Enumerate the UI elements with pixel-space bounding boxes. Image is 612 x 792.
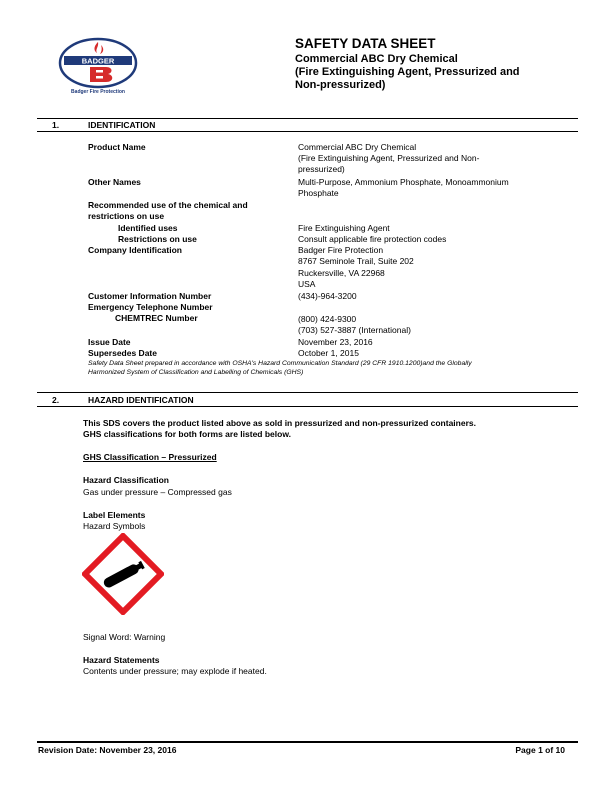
emergency-telephone-label: Emergency Telephone Number — [88, 302, 213, 312]
hazard-classification-value: Gas under pressure – Compressed gas — [83, 487, 232, 497]
identified-uses-value: Fire Extinguishing Agent — [298, 223, 390, 233]
supersedes-date-value: October 1, 2015 — [298, 348, 359, 358]
other-names-line1: Multi-Purpose, Ammonium Phosphate, Monoammonium — [298, 177, 509, 187]
sds-preparation-note-line2: Harmonized System of Classification and Labelling of Chemicals (GHS) — [88, 368, 304, 376]
section1-number: 1. — [52, 120, 60, 130]
chemtrec-label: CHEMTREC Number — [115, 313, 198, 323]
hazard-statements-heading: Hazard Statements — [83, 655, 160, 665]
signal-word: Signal Word: Warning — [83, 632, 166, 642]
hazard-symbols-label: Hazard Symbols — [83, 521, 146, 531]
section1-top-rule — [37, 118, 578, 119]
label-elements-heading: Label Elements — [83, 510, 146, 520]
restrictions-value: Consult applicable fire protection codes — [298, 234, 447, 244]
restrictions-label: Restrictions on use — [118, 234, 197, 244]
recommended-use-label-line2: restrictions on use — [88, 211, 165, 221]
company-line2: 8767 Seminole Trail, Suite 202 — [298, 256, 414, 266]
footer-rule — [37, 741, 578, 743]
chemtrec-line2: (703) 527-3887 (International) — [298, 325, 411, 335]
section2-title: HAZARD IDENTIFICATION — [88, 395, 194, 405]
customer-information-label: Customer Information Number — [88, 291, 212, 301]
ghs-classification-heading: GHS Classification – Pressurized — [83, 452, 217, 462]
issue-date-value: November 23, 2016 — [298, 337, 373, 347]
product-name-label: Product Name — [88, 142, 146, 152]
document-subtitle-line1: Commercial ABC Dry Chemical — [295, 53, 458, 65]
sds-preparation-note-line1: Safety Data Sheet prepared in accordance with OSHA's Hazard Communication Standard (29 CFR 1910.1200)and the Globally — [88, 360, 472, 367]
logo-brand: BADGER — [81, 56, 115, 66]
hazard-statement-value: Contents under pressure; may explode if heated. — [83, 666, 267, 676]
document-subtitle-line3: Non-pressurized) — [295, 79, 386, 91]
document-title: SAFETY DATA SHEET — [295, 36, 436, 51]
product-name-line2: (Fire Extinguishing Agent, Pressurized and Non- — [298, 153, 480, 163]
section2-number: 2. — [52, 395, 60, 405]
section2-top-rule — [37, 392, 578, 393]
gas-cylinder-icon — [82, 533, 164, 615]
recommended-use-label-line1: Recommended use of the chemical and — [88, 200, 248, 210]
chemtrec-line1: (800) 424-9300 — [298, 314, 357, 324]
issue-date-label: Issue Date — [88, 337, 131, 347]
customer-information-number: (434)-964-3200 — [298, 291, 357, 301]
product-name-line1: Commercial ABC Dry Chemical — [298, 142, 417, 152]
sds-preparation-note — [88, 360, 566, 377]
logo-caption: Badger Fire Protection — [71, 89, 125, 95]
section1-title: IDENTIFICATION — [88, 120, 156, 130]
company-line4: USA — [298, 279, 316, 289]
section2-intro-line1: This SDS covers the product listed above as sold in pressurized and non-pressurized containers. — [83, 418, 476, 428]
section1-bottom-rule — [37, 131, 578, 132]
product-name-line3: pressurized) — [298, 164, 345, 174]
company-line1: Badger Fire Protection — [298, 245, 384, 255]
identified-uses-label: Identified uses — [118, 223, 178, 233]
page-number: Page 1 of 10 — [515, 745, 565, 755]
section2-bottom-rule — [37, 406, 578, 407]
hazard-classification-heading: Hazard Classification — [83, 475, 169, 485]
company-line3: Ruckersville, VA 22968 — [298, 268, 385, 278]
document-subtitle-line2: (Fire Extinguishing Agent, Pressurized and — [295, 66, 520, 78]
other-names-line2: Phosphate — [298, 188, 339, 198]
supersedes-date-label: Supersedes Date — [88, 348, 157, 358]
section2-intro-line2: GHS classifications for both forms are listed below. — [83, 429, 291, 439]
revision-date: Revision Date: November 23, 2016 — [38, 745, 177, 755]
company-identification-label: Company Identification — [88, 245, 182, 255]
other-names-label: Other Names — [88, 177, 141, 187]
